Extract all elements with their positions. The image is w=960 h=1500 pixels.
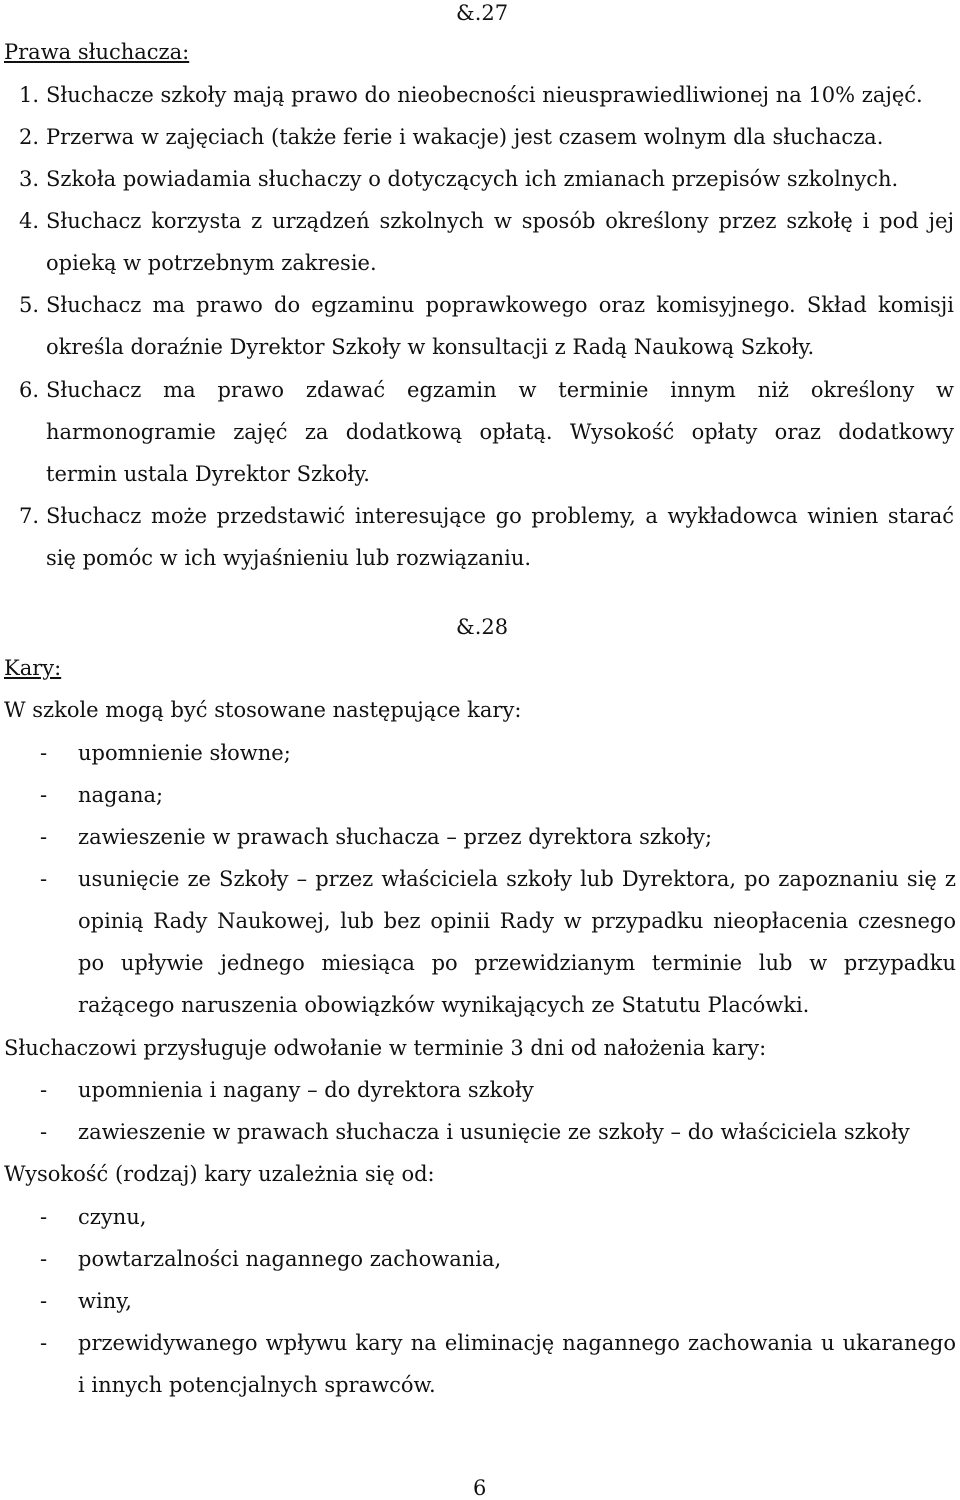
list-number: 3.	[19, 167, 40, 191]
list-item: Słuchacz może przedstawić interesujące go problemy, a wykładowca winien starać	[46, 504, 954, 528]
list-number: 5.	[19, 293, 40, 317]
penalty-item: zawieszenie w prawach słuchacza – przez dyrektora szkoły;	[78, 825, 713, 849]
dash: -	[40, 1078, 48, 1102]
dash: -	[40, 1289, 48, 1313]
penalty-item: usunięcie ze Szkoły – przez właściciela szkoły lub Dyrektora, po zapoznaniu się z	[78, 867, 956, 891]
penalties-intro: W szkole mogą być stosowane następujące kary:	[4, 698, 522, 722]
list-item: Szkoła powiadamia słuchaczy o dotyczących ich zmianach przepisów szkolnych.	[46, 167, 899, 191]
rights-heading: Prawa słuchacza:	[4, 40, 190, 64]
list-number: 4.	[19, 209, 40, 233]
factor-item: czynu,	[78, 1205, 147, 1229]
penalty-item-continuation: po upływie jednego miesiąca po przewidzianym terminie lub w przypadku	[78, 951, 956, 975]
list-item: Słuchacze szkoły mają prawo do nieobecności nieusprawiedliwionej na 10% zajęć.	[46, 83, 923, 107]
factor-item: powtarzalności nagannego zachowania,	[78, 1247, 502, 1271]
section-28-marker: &.28	[456, 615, 509, 639]
appeal-item: upomnienia i nagany – do dyrektora szkoły	[78, 1078, 534, 1102]
list-item-continuation: się pomóc w ich wyjaśnieniu lub rozwiązaniu.	[46, 546, 532, 570]
dash: -	[40, 783, 48, 807]
factor-item: przewidywanego wpływu kary na eliminację nagannego zachowania u ukaranego	[78, 1331, 956, 1355]
penalty-item-continuation: opinią Rady Naukowej, lub bez opinii Rady w przypadku nieopłacenia czesnego	[78, 909, 956, 933]
list-item-continuation: termin ustala Dyrektor Szkoły.	[46, 462, 370, 486]
penalties-heading: Kary:	[4, 656, 62, 680]
factor-item: winy,	[78, 1289, 132, 1313]
dash: -	[40, 1247, 48, 1271]
dash: -	[40, 1120, 48, 1144]
penalty-item: upomnienie słowne;	[78, 741, 291, 765]
list-number: 6.	[19, 378, 40, 402]
section-27-marker: &.27	[456, 1, 509, 25]
list-item-continuation: określa doraźnie Dyrektor Szkoły w konsultacji z Radą Naukową Szkoły.	[46, 335, 815, 359]
factor-item-continuation: i innych potencjalnych sprawców.	[78, 1373, 436, 1397]
dash: -	[40, 867, 48, 891]
list-item: Słuchacz ma prawo do egzaminu poprawkowego oraz komisyjnego. Skład komisji	[46, 293, 954, 317]
list-item-continuation: harmonogramie zajęć za dodatkową opłatą. Wysokość opłaty oraz dodatkowy	[46, 420, 954, 444]
severity-intro: Wysokość (rodzaj) kary uzależnia się od:	[4, 1162, 435, 1186]
appeal-item: zawieszenie w prawach słuchacza i usunięcie ze szkoły – do właściciela szkoły	[78, 1120, 910, 1144]
penalty-item: nagana;	[78, 783, 164, 807]
dash: -	[40, 741, 48, 765]
list-item: Przerwa w zajęciach (także ferie i wakacje) jest czasem wolnym dla słuchacza.	[46, 125, 884, 149]
dash: -	[40, 1205, 48, 1229]
list-number: 1.	[19, 83, 40, 107]
appeal-intro: Słuchaczowi przysługuje odwołanie w terminie 3 dni od nałożenia kary:	[4, 1036, 767, 1060]
page-number: 6	[473, 1476, 487, 1500]
list-item-continuation: opieką w potrzebnym zakresie.	[46, 251, 377, 275]
dash: -	[40, 825, 48, 849]
list-item: Słuchacz ma prawo zdawać egzamin w terminie innym niż określony w	[46, 378, 954, 402]
dash: -	[40, 1331, 48, 1355]
list-number: 2.	[19, 125, 40, 149]
penalty-item-continuation: rażącego naruszenia obowiązków wynikających ze Statutu Placówki.	[78, 993, 810, 1017]
list-item: Słuchacz korzysta z urządzeń szkolnych w sposób określony przez szkołę i pod jej	[46, 209, 954, 233]
list-number: 7.	[19, 504, 40, 528]
